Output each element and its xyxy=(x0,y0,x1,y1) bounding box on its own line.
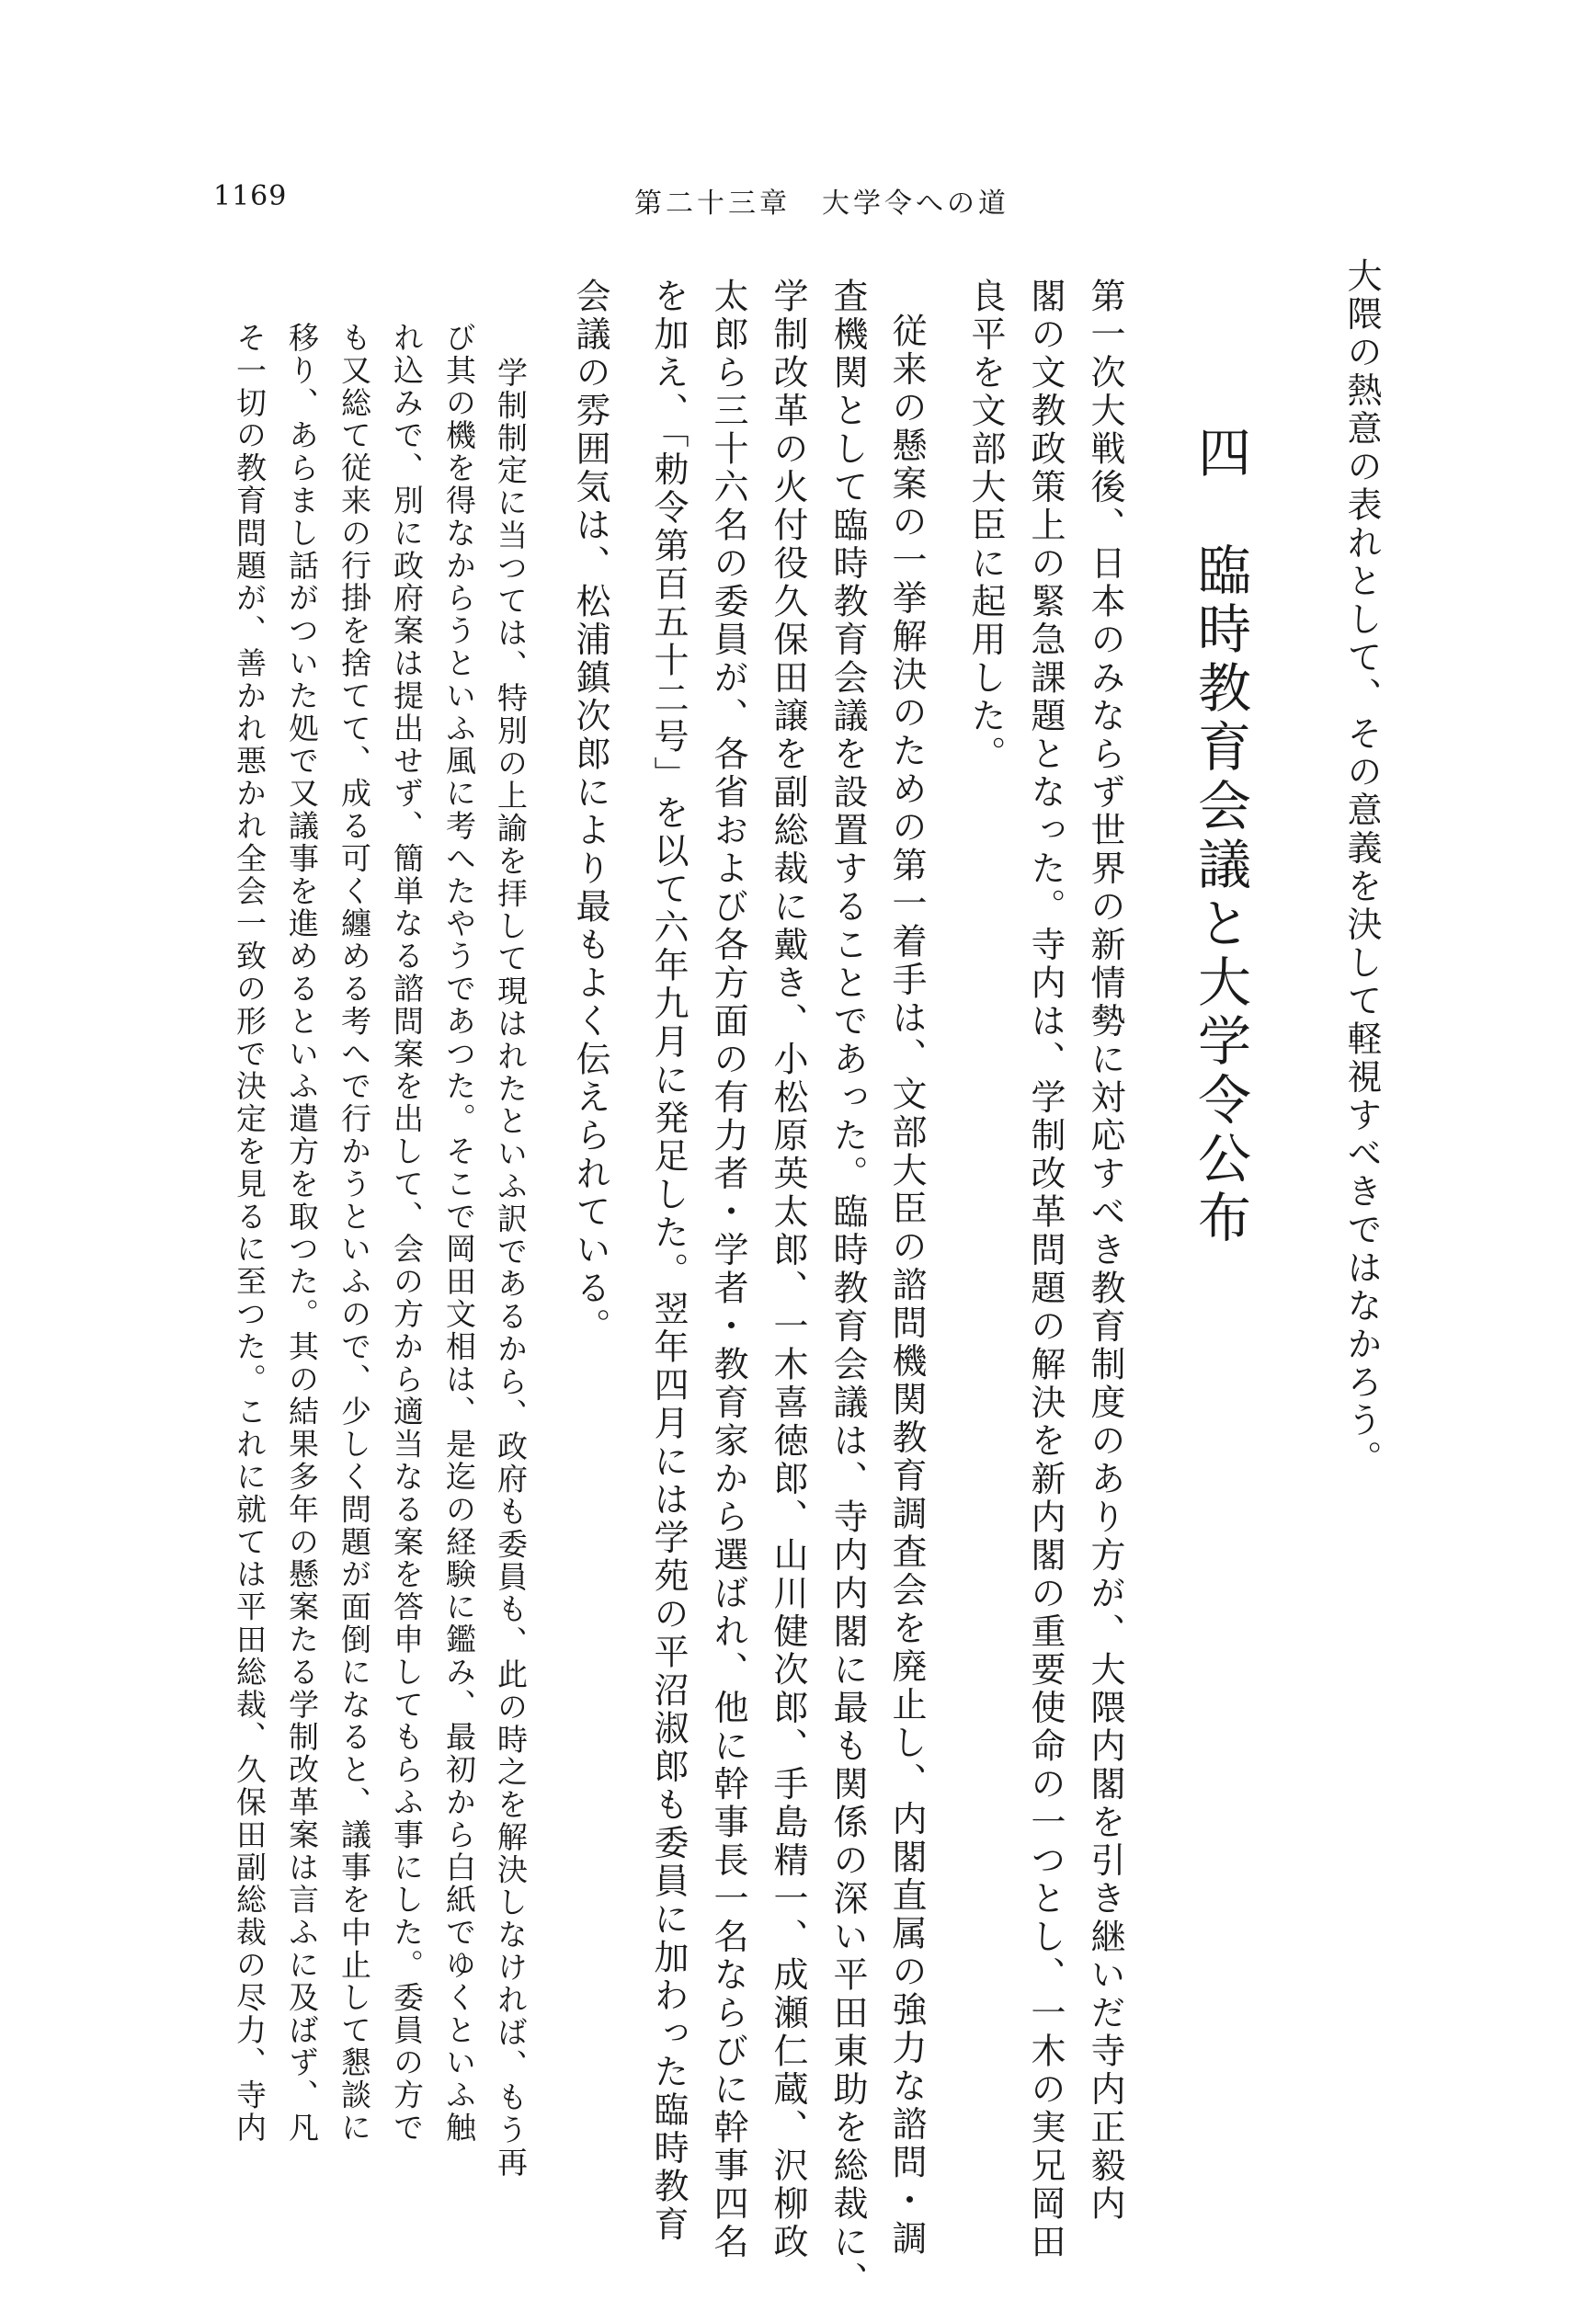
section-title: 四 臨時教育会議と大学令公布 xyxy=(1189,425,1251,1248)
quote-column: び其の機を得なからうといふ風に考へたやうであつた。そこで岡田文相は、是迄の経験に鑑み、最初から白紙でゆくといふ触 xyxy=(441,322,477,2145)
body-column: を加え、「勅令第百五十二号」を以て六年九月に発足した。翌年四月には学苑の平沼淑郎も委員に加わった臨時教育 xyxy=(648,278,689,2244)
body-column: 第一次大戦後、日本のみならず世界の新情勢に対応すべき教育制度のあり方が、大隈内閣を引き継いだ寺内正毅内 xyxy=(1085,278,1125,2224)
body-column: 査機関として臨時教育会議を設置することであった。臨時教育会議は、寺内内閣に最も関係の深い平田東助を総裁に、 xyxy=(827,278,868,2300)
body-column: 良平を文部大臣に起用した。 xyxy=(965,278,1006,774)
quote-column: も又総て従来の行掛を捨てて、成る可く纏める考へで行かうといふので、少しく問題が面倒になると、議事を中止して懇談に xyxy=(336,322,372,2145)
body-column: 大隈の熱意の表れとして、その意義を決して軽視すべきではなかろう。 xyxy=(1341,257,1382,1478)
page-number: 1169 xyxy=(213,180,288,212)
running-header: 第二十三章 大学令への道 xyxy=(634,188,1009,220)
body-column: 閣の文教政策上の緊急課題となった。寺内は、学制改革問題の解決を新内閣の重要使命の一つとし、一木の実兄岡田 xyxy=(1025,278,1066,2261)
quote-column: そ一切の教育問題が、善かれ悪かれ全会一致の形で決定を見るに至つた。これに就ては平田総裁、久保田副総裁の尽力、寺内 xyxy=(232,322,268,2145)
body-column: 学制改革の火付役久保田譲を副総裁に戴き、小松原英太郎、一木喜徳郎、山川健次郎、手島精一、成瀬仁蔵、沢柳政 xyxy=(768,278,808,2261)
quote-column: 学制制定に当つては、特別の上諭を拝して現はれたといふ訳であるから、政府も委員も、此の時之を解決しなければ、もう再 xyxy=(493,357,529,2180)
body-column: 太郎ら三十六名の委員が、各省および各方面の有力者・学者・教育家から選ばれ、他に幹事長一名ならびに幹事四名 xyxy=(708,278,748,2261)
quote-column: れ込みで、別に政府案は提出せず、簡単なる諮問案を出して、会の方から適当なる案を答申してもらふ事にした。委員の方で xyxy=(389,322,425,2145)
body-column: 会議の雰囲気は、松浦鎮次郎により最もよく伝えられている。 xyxy=(570,278,610,1346)
body-column: 従来の懸案の一挙解決のための第一着手は、文部大臣の諮問機関教育調査会を廃止し、内閣直属の強力な諮問・調 xyxy=(886,313,927,2259)
quote-column: 移り、あらまし話がついた処で又議事を進めるといふ遣方を取つた。其の結果多年の懸案たる学制改革案は言ふに及ばず、凡 xyxy=(284,322,320,2145)
